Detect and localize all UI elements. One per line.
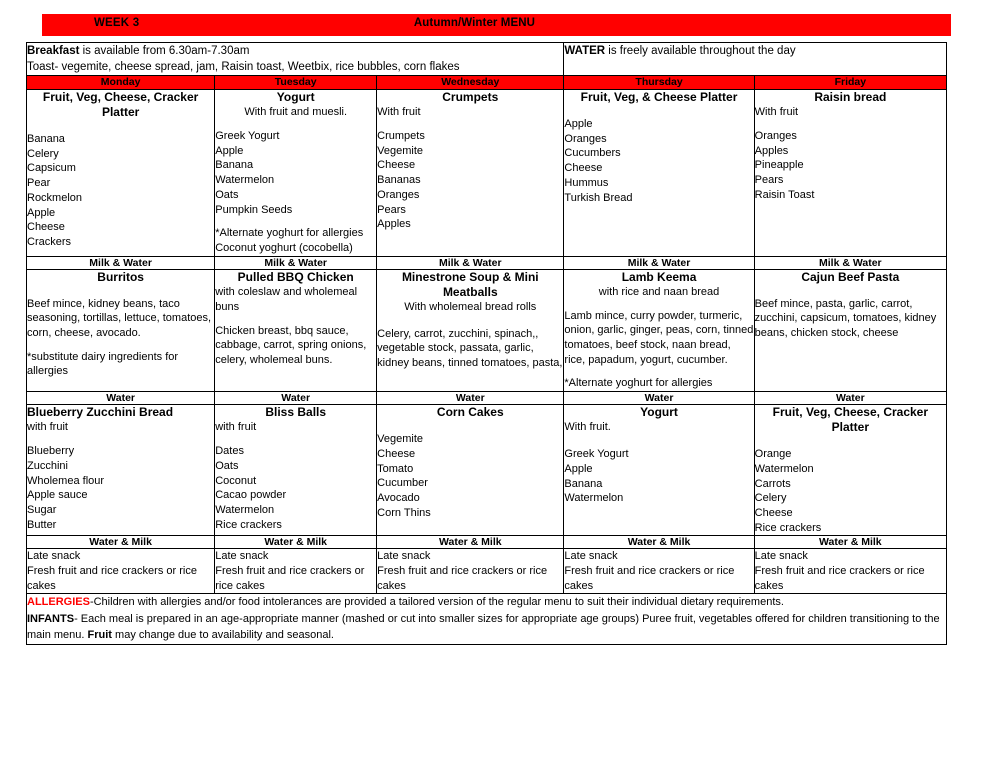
list-item: Wholemea flour <box>27 474 105 487</box>
meal-title: Yogurt <box>640 405 678 420</box>
list-item: Blueberry <box>27 445 75 458</box>
meal-subtitle: with fruit <box>215 421 257 434</box>
water-info-cell <box>564 43 947 76</box>
morning-tea-drinks-row <box>27 256 947 269</box>
list-item: Dates <box>215 445 244 458</box>
list-item: Avocado <box>377 491 420 504</box>
late-snack-cell-monday <box>27 549 215 594</box>
list-item: Apple <box>564 118 593 130</box>
list-item: Raisin Toast <box>754 188 815 201</box>
meal-subtitle: with fruit <box>27 421 68 434</box>
list-item: Banana <box>564 477 603 490</box>
meal-item-list <box>377 432 563 520</box>
list-item: Apples <box>377 218 411 231</box>
footer-notes-cell <box>27 594 947 645</box>
list-item: Cacao powder <box>215 489 287 502</box>
meal-note: *Alternate yoghurt for allergies <box>564 377 713 390</box>
list-item: Corn Thins <box>377 506 431 519</box>
meal-item-list <box>215 129 376 217</box>
list-item: Crackers <box>27 235 72 248</box>
breakfast-hours: is available from 6.30am-7.30am <box>79 45 250 57</box>
allergies-text: -Children with allergies and/or food intolerances are provided a tailored version of the regular menu to suit their individual dietary requirements. <box>89 596 784 609</box>
meal-item-list <box>564 447 753 506</box>
menu-title: Autumn/Winter MENU <box>413 17 536 29</box>
list-item: Rice crackers <box>215 518 282 531</box>
late-snack-cell-tuesday <box>215 549 377 594</box>
meal-note: *Alternate yoghurt for allergies <box>215 227 364 240</box>
breakfast-items: Toast- vegemite, cheese spread, jam, Raisin toast, Weetbix, rice bubbles, corn flakes <box>27 61 460 73</box>
meal-title: Cajun Beef Pasta <box>801 269 900 284</box>
drink-label: Water <box>27 392 215 405</box>
list-item: Oats <box>215 188 239 201</box>
late-snack-detail: Fresh fruit and rice crackers or rice cakes <box>564 565 735 592</box>
title-bar <box>42 14 951 36</box>
list-item: Capsicum <box>27 162 76 175</box>
list-item: Orange <box>754 448 792 461</box>
meal-title: Bliss Balls <box>265 405 327 420</box>
drink-label: Water <box>754 392 946 405</box>
meal-title: Minestrone Soup & Mini Meatballs <box>401 269 539 299</box>
list-item: Watermelon <box>215 174 275 187</box>
afternoon-tea-cell-wednesday <box>377 405 564 536</box>
lunch-drinks-row <box>27 392 947 405</box>
afternoon-tea-cell-thursday <box>564 405 754 536</box>
list-item: Pears <box>377 203 406 216</box>
late-snack-row <box>27 549 947 594</box>
list-item: Zucchini <box>27 459 68 472</box>
weekly-menu-table <box>26 42 947 645</box>
meal-note: Coconut yoghurt (cocobella) <box>215 241 353 254</box>
meal-subtitle: With fruit <box>754 106 799 118</box>
drink-label: Milk & Water <box>27 256 215 269</box>
meal-title: Burritos <box>97 269 144 284</box>
lunch-cell-wednesday <box>377 269 564 392</box>
breakfast-info-cell <box>27 43 564 76</box>
late-snack-label: Late snack <box>754 550 808 563</box>
morning-tea-cell-wednesday <box>377 90 564 257</box>
day-header-tuesday: Tuesday <box>215 76 377 90</box>
meal-title: Fruit, Veg, Cheese, Cracker Platter <box>42 90 199 119</box>
meal-subtitle: With fruit <box>377 106 421 118</box>
meal-title: Corn Cakes <box>436 405 504 420</box>
meal-title: Fruit, Veg, & Cheese Platter <box>580 90 738 104</box>
drink-label: Water <box>215 392 377 405</box>
infants-note <box>27 611 946 644</box>
list-item: Sugar <box>27 503 57 516</box>
list-item: Oranges <box>564 132 607 145</box>
afternoon-tea-cell-tuesday <box>215 405 377 536</box>
list-item: Bananas <box>377 174 421 187</box>
drink-label: Water & Milk <box>27 536 215 549</box>
drink-label: Water & Milk <box>564 536 754 549</box>
meal-subtitle: with coleslaw and wholemeal buns <box>215 285 358 313</box>
afternoon-tea-cell-monday <box>27 405 215 536</box>
meal-ingredients: Beef mince, kidney beans, taco seasoning, tortillas, lettuce, tomatoes, corn, cheese, avocado. <box>27 297 212 340</box>
late-snack-detail: Fresh fruit and rice crackers or rice cakes <box>377 565 548 592</box>
list-item: Rice crackers <box>754 521 822 534</box>
meal-title: Pulled BBQ Chicken <box>237 269 354 284</box>
drink-label: Water & Milk <box>754 536 946 549</box>
afternoon-tea-cell-friday <box>754 405 946 536</box>
lunch-cell-friday <box>754 269 946 392</box>
list-item: Cheese <box>27 221 65 234</box>
meal-item-list <box>755 447 946 535</box>
meal-ingredients: Beef mince, pasta, garlic, carrot, zucchini, capsicum, tomatoes, kidney beans, chicken stock, cheese <box>754 297 937 340</box>
list-item: Coconut <box>215 474 257 487</box>
drink-label: Milk & Water <box>564 256 754 269</box>
meal-item-list <box>215 444 376 532</box>
day-header-friday: Friday <box>754 76 946 90</box>
meal-item-list <box>564 117 753 205</box>
meal-title: Lamb Keema <box>621 269 697 284</box>
day-header-monday: Monday <box>27 76 215 90</box>
lunch-cell-tuesday <box>215 269 377 392</box>
allergies-keyword: ALLERGIES <box>27 596 90 609</box>
list-item: Greek Yogurt <box>564 448 629 461</box>
meal-note: *substitute dairy ingredients for allergies <box>27 350 179 378</box>
day-header-wednesday: Wednesday <box>377 76 564 90</box>
drink-label: Milk & Water <box>215 256 377 269</box>
list-item: Pear <box>27 177 51 190</box>
list-item: Oranges <box>377 188 420 201</box>
list-item: Vegemite <box>377 433 424 446</box>
drink-label: Milk & Water <box>754 256 946 269</box>
meal-item-list <box>755 129 946 203</box>
lunch-cell-thursday <box>564 269 754 392</box>
meal-subtitle: With fruit. <box>564 421 611 434</box>
water-keyword: WATER <box>564 45 606 57</box>
meal-title: Crumpets <box>442 90 499 104</box>
late-snack-label: Late snack <box>215 550 269 563</box>
drink-label: Water & Milk <box>215 536 377 549</box>
breakfast-keyword: Breakfast <box>27 45 80 57</box>
list-item: Carrots <box>754 477 791 490</box>
late-snack-detail: Fresh fruit and rice crackers or rice cakes <box>215 565 365 592</box>
meal-ingredients: Lamb mince, curry powder, turmeric, onion, garlic, ginger, peas, corn, tinned tomatoes, beef stock, naan bread, rice, papadum, yogurt, cucumber. <box>564 309 754 366</box>
late-snack-label: Late snack <box>377 550 431 563</box>
list-item: Vegemite <box>377 144 424 157</box>
day-header-row <box>27 76 947 90</box>
late-snack-cell-wednesday <box>377 549 564 594</box>
footer-notes-row <box>27 594 947 645</box>
lunch-cell-monday <box>27 269 215 392</box>
list-item: Tomato <box>377 462 414 475</box>
list-item: Oats <box>215 459 239 472</box>
day-header-thursday: Thursday <box>564 76 754 90</box>
meal-ingredients: Celery, carrot, zucchini, spinach,, vegetable stock, passata, garlic, kidney beans, tinned tomatoes, pasta, <box>377 327 563 370</box>
fruit-text: may change due to availability and seasonal. <box>111 629 334 642</box>
afternoon-tea-drinks-row <box>27 536 947 549</box>
meal-title: Fruit, Veg, Cheese, Cracker Platter <box>772 405 929 435</box>
morning-tea-cell-friday <box>754 90 946 257</box>
drink-label: Milk & Water <box>377 256 564 269</box>
late-snack-label: Late snack <box>27 550 81 563</box>
list-item: Rockmelon <box>27 191 83 204</box>
infants-text: - Each meal is prepared in an age-appropriate manner (mashed or cut into smaller sizes for appropriate age groups) Puree fruit, vegetables offered for children transitioning to the main menu. <box>27 612 940 642</box>
list-item: Cucumber <box>377 477 428 490</box>
fruit-keyword: Fruit <box>87 629 112 642</box>
list-item: Cheese <box>564 162 603 175</box>
list-item: Celery <box>27 147 59 160</box>
drink-label: Water & Milk <box>377 536 564 549</box>
meal-subtitle: With fruit and muesli. <box>244 106 348 118</box>
list-item: Apple sauce <box>27 489 88 502</box>
infants-keyword: INFANTS <box>27 612 75 625</box>
meal-title: Yogurt <box>276 90 315 104</box>
drink-label: Water <box>564 392 754 405</box>
late-snack-cell-friday <box>754 549 946 594</box>
list-item: Turkish Bread <box>564 191 633 204</box>
list-item: Watermelon <box>754 462 814 475</box>
list-item: Cheese <box>377 159 416 172</box>
week-label: WEEK 3 <box>94 17 140 29</box>
meal-subtitle: With wholemeal bread rolls <box>404 300 537 313</box>
list-item: Celery <box>754 492 787 505</box>
list-item: Hummus <box>564 176 609 189</box>
list-item: Watermelon <box>215 503 275 516</box>
late-snack-cell-thursday <box>564 549 754 594</box>
list-item: Oranges <box>754 130 797 142</box>
list-item: Cucumbers <box>564 147 621 160</box>
drink-label: Water <box>377 392 564 405</box>
list-item: Apples <box>754 144 789 157</box>
list-item: Cheese <box>377 447 416 460</box>
morning-tea-cell-thursday <box>564 90 754 257</box>
meal-title: Raisin bread <box>814 90 887 104</box>
list-item: Banana <box>215 159 254 172</box>
morning-tea-cell-tuesday <box>215 90 377 257</box>
allergies-note <box>27 594 946 611</box>
meal-item-list <box>27 444 214 532</box>
late-snack-detail: Fresh fruit and rice crackers or rice cakes <box>27 565 197 592</box>
list-item: Watermelon <box>564 492 624 505</box>
morning-tea-row <box>27 90 947 257</box>
meal-ingredients: Chicken breast, bbq sauce, cabbage, carrot, spring onions, celery, wholemeal buns. <box>215 324 367 367</box>
list-item: Greek Yogurt <box>215 130 280 142</box>
meal-subtitle: with rice and naan bread <box>598 285 720 298</box>
list-item: Butter <box>27 518 57 531</box>
meal-item-list <box>377 129 563 232</box>
late-snack-label: Late snack <box>564 550 618 563</box>
morning-tea-cell-monday <box>27 90 215 257</box>
lunch-row <box>27 269 947 392</box>
list-item: Crumpets <box>377 130 425 142</box>
list-item: Pumpkin Seeds <box>215 203 293 216</box>
list-item: Apple <box>215 144 244 157</box>
info-row <box>27 43 947 76</box>
list-item: Apple <box>27 206 56 219</box>
water-availability: is freely available throughout the day <box>605 45 796 57</box>
afternoon-tea-row <box>27 405 947 536</box>
list-item: Pears <box>754 174 784 187</box>
late-snack-detail: Fresh fruit and rice crackers or rice cakes <box>754 565 925 592</box>
list-item: Pineapple <box>754 159 804 172</box>
meal-title: Blueberry Zucchini Bread <box>27 405 174 420</box>
list-item: Apple <box>564 462 593 475</box>
meal-item-list <box>27 132 214 250</box>
list-item: Banana <box>27 133 65 145</box>
list-item: Cheese <box>754 506 793 519</box>
